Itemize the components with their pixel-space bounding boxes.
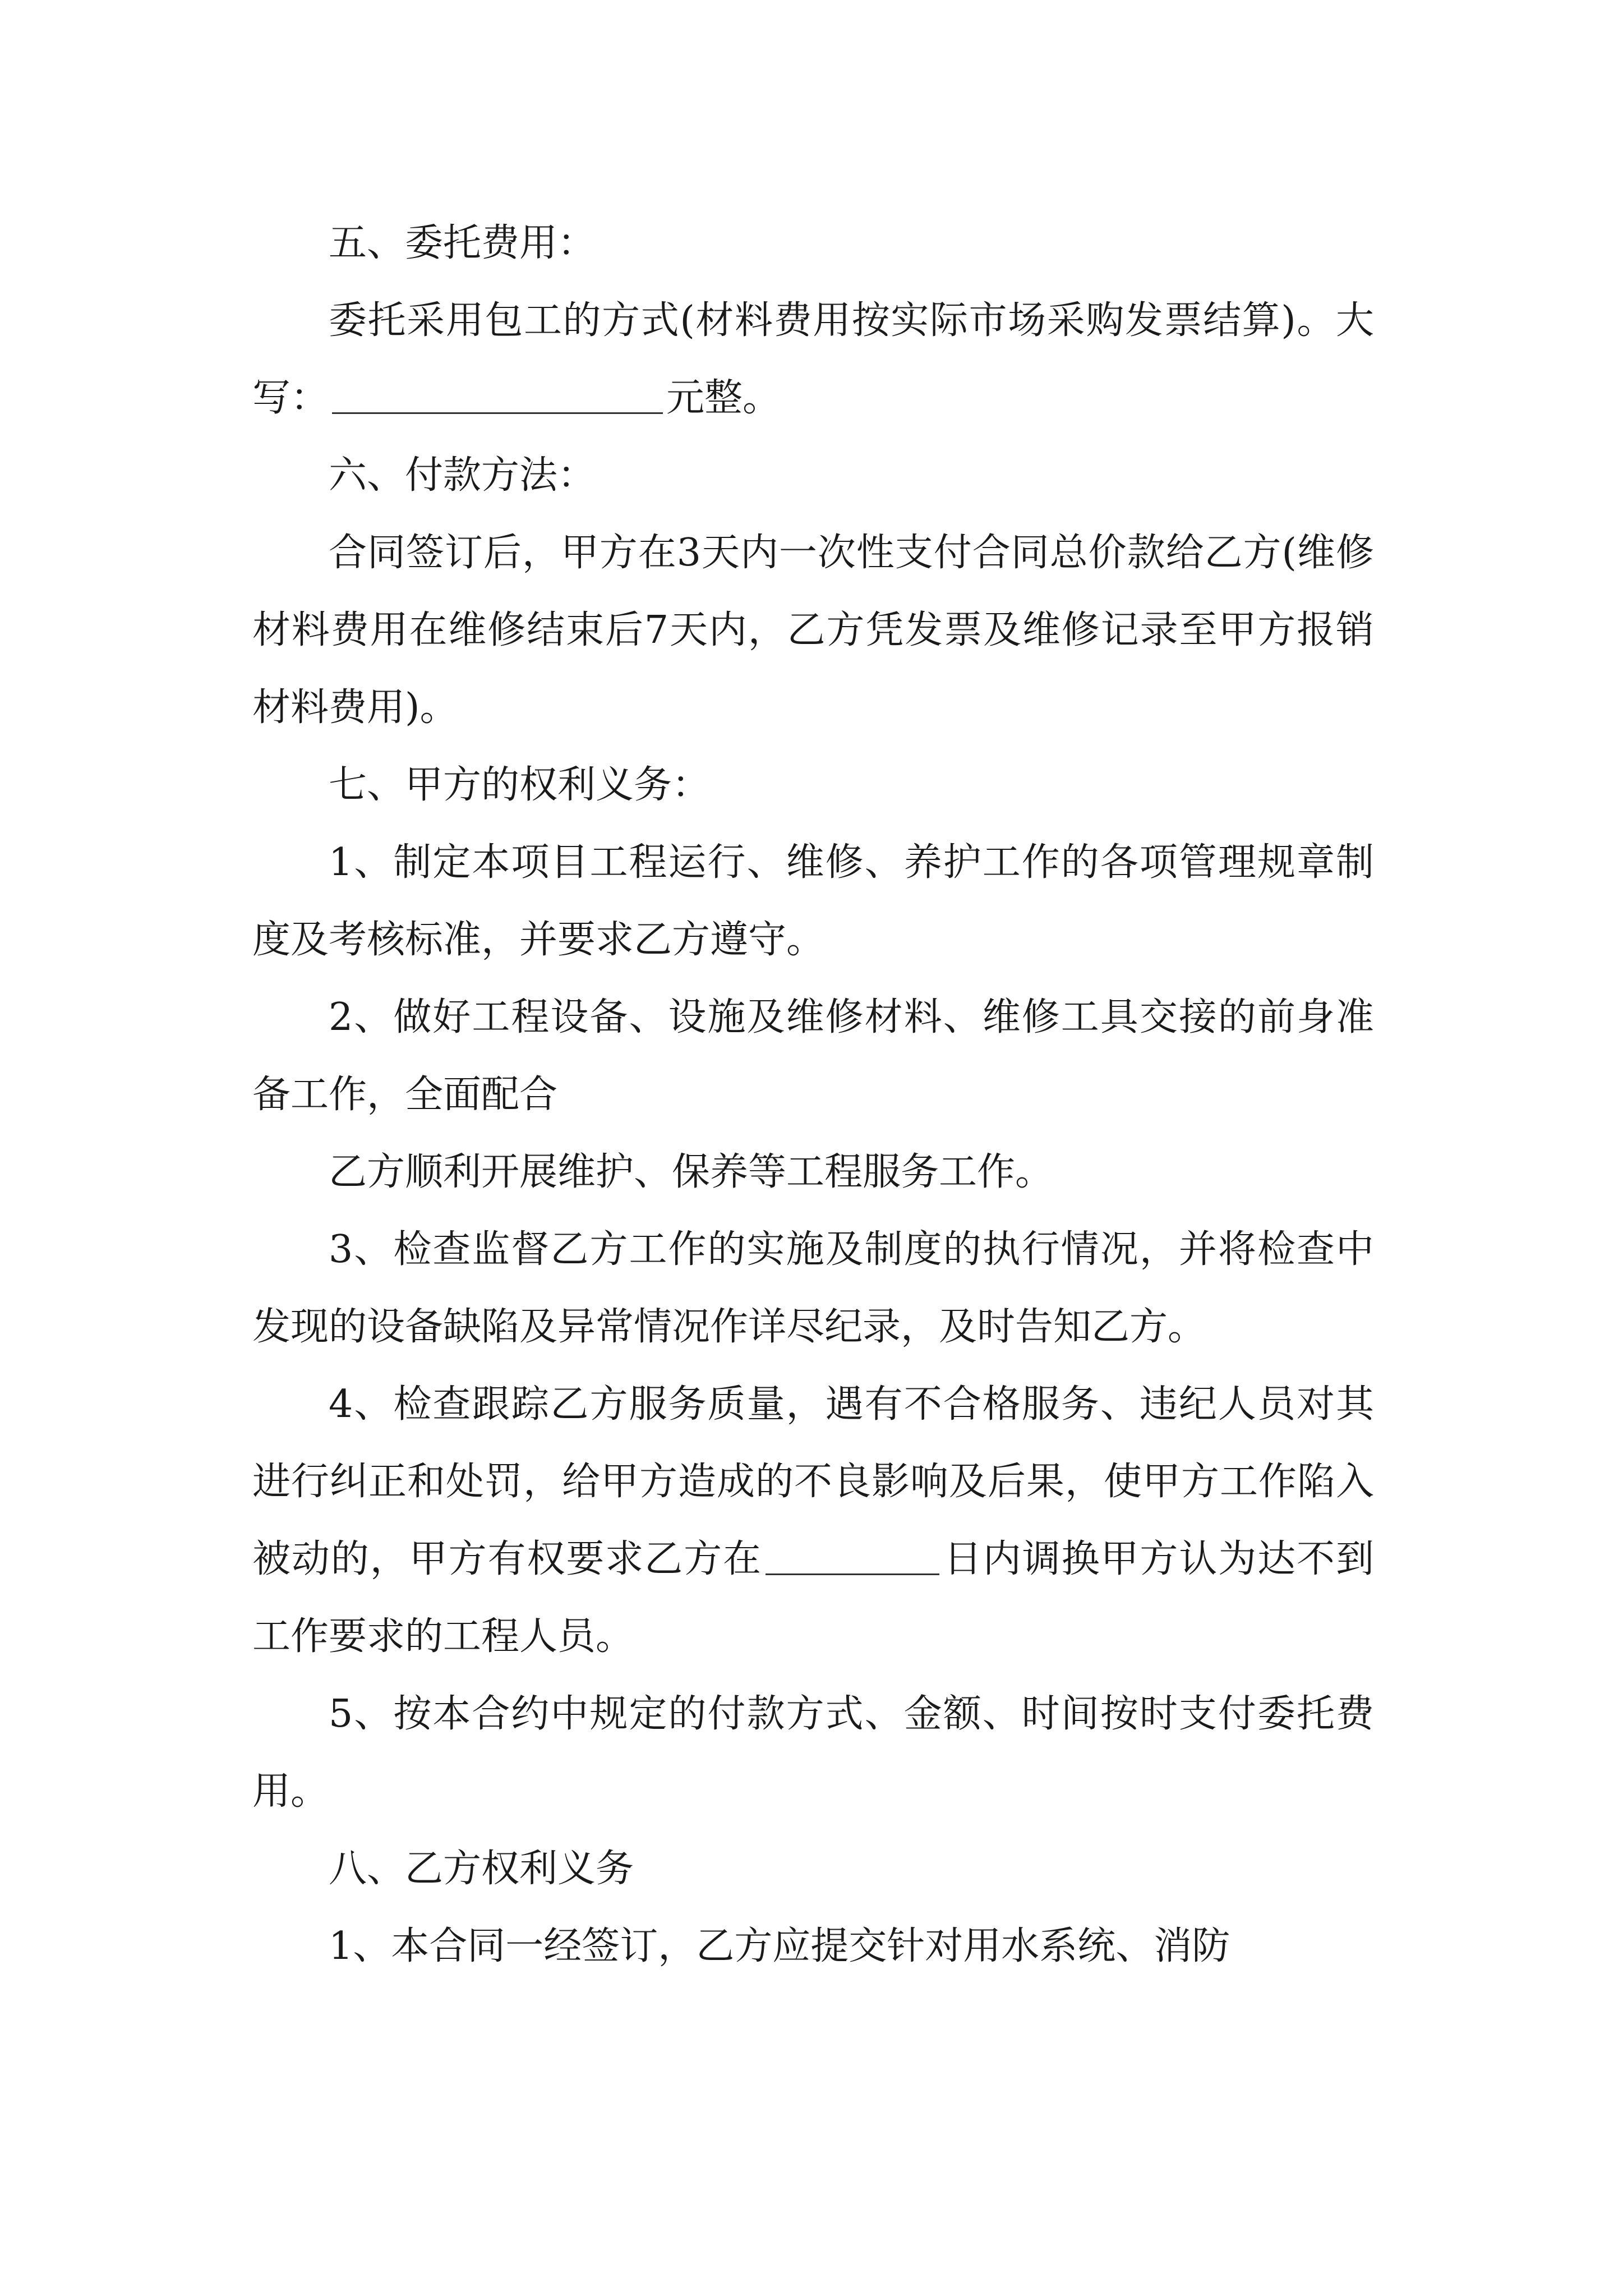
document-body (252, 205, 1374, 1985)
section-eight-heading: 八、乙方权利义务 (329, 1847, 634, 1891)
item-4-text-before: 4、检查跟踪乙方服务质量，遇有不合格服务、违纪人员对其进行纠正和处罚，给甲方造成的不良影响及后果，使甲方工作陷入被动的，甲方有权要求乙方在 (252, 1382, 1374, 1581)
section-five-body (252, 282, 1374, 437)
item-4-text-after: 日内调换甲方认为达不到工作要求的工程人员。 (252, 1537, 1374, 1659)
section-seven-item-1: 1、制定本项目工程运行、维修、养护工作的各项管理规章制度及考核标准，并要求乙方遵守。 (252, 840, 1374, 962)
section-seven-item-5: 5、按本合约中规定的付款方式、金额、时间按时支付委托费用。 (252, 1692, 1374, 1814)
section-five-heading: 五、委托费用： (329, 221, 596, 265)
fee-text-before: 委托采用包工的方式(材料费用按实际市场采购发票结算)。大写： (252, 298, 1374, 420)
section-seven-heading: 七、甲方的权利义务： (329, 763, 711, 807)
section-seven-item-2: 2、做好工程设备、设施及维修材料、维修工具交接的前身准备工作，全面配合 (252, 995, 1374, 1117)
amount-blank (332, 379, 663, 414)
section-six-heading: 六、付款方法： (329, 453, 596, 498)
section-eight-item-1: 1、本合同一经签订，乙方应提交针对用水系统、消防 (329, 1924, 1230, 1968)
days-blank (766, 1540, 939, 1575)
section-seven-item-2-continued: 乙方顺利开展维护、保养等工程服务工作。 (329, 1150, 1054, 1194)
section-seven-item-4 (252, 1366, 1374, 1676)
section-six-body: 合同签订后，甲方在3天内一次性支付合同总价款给乙方(维修材料费用在维修结束后7天内，乙方凭发票及维修记录至甲方报销材料费用)。 (252, 531, 1374, 730)
fee-text-after: 元整。 (666, 376, 781, 420)
section-seven-item-3: 3、检查监督乙方工作的实施及制度的执行情况，并将检查中发现的设备缺陷及异常情况作详尽纪录，及时告知乙方。 (252, 1227, 1374, 1349)
